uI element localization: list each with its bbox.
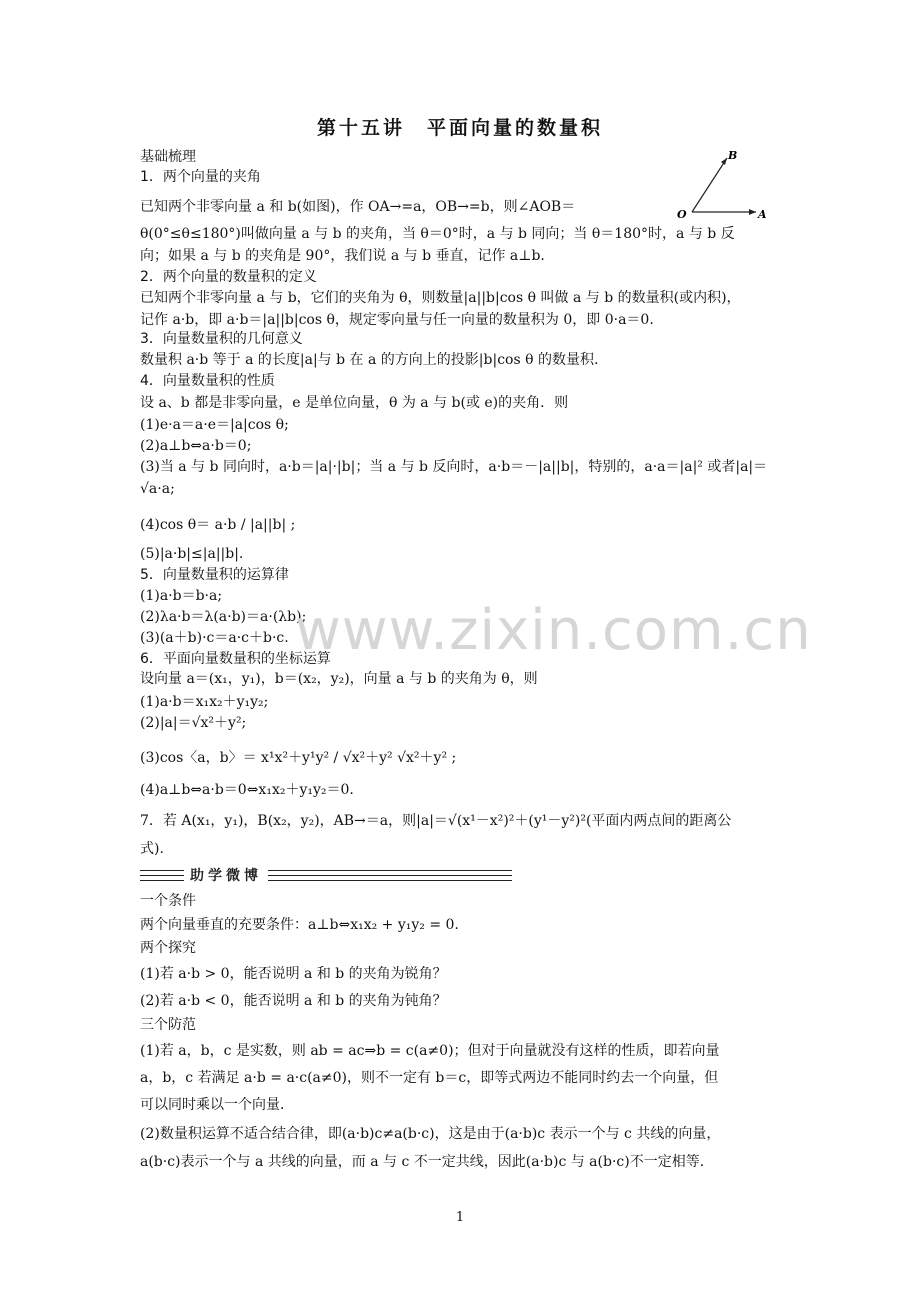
heading-two-inquiries: 两个探究 [140, 940, 196, 956]
figure-label-o: O [677, 208, 687, 221]
heading-basics: 基础梳理 [140, 149, 196, 165]
section-divider [140, 864, 512, 886]
text-line: (5)|a·b|≤|a||b|. [140, 546, 244, 562]
text-line: (4)cos θ＝ a·b / |a||b| ; [140, 517, 296, 533]
text-line: (2)数量积运算不适合结合律，即(a·b)c≠a(b·c)，这是由于(a·b)c 表示一个与 c 共线的向量， [140, 1126, 721, 1142]
text-line: θ(0°≤θ≤180°)叫做向量 a 与 b 的夹角，当 θ＝0°时，a 与 b 同向；当 θ＝180°时，a 与 b 反 [140, 226, 735, 242]
text-line: (1)a·b＝b·a; [140, 588, 223, 604]
text-line: (3)cos〈a，b〉＝ x¹x²＋y¹y² / √x²＋y² √x²＋y² ; [140, 750, 457, 766]
heading-laws: 5．向量数量积的运算律 [140, 567, 289, 583]
text-line: (1)e·a＝a·e＝|a|cos θ; [140, 417, 289, 433]
page-number: 1 [455, 1210, 465, 1225]
section-divider-label: 助学微博 [184, 865, 268, 885]
heading-properties: 4．向量数量积的性质 [140, 373, 275, 389]
text-line: (2)|a|＝√x²＋y²; [140, 715, 247, 731]
text-line: (1)a·b＝x₁x₂＋y₁y₂; [140, 694, 269, 710]
heading-definition: 2．两个向量的数量积的定义 [140, 269, 317, 285]
text-line: (1)若 a·b > 0，能否说明 a 和 b 的夹角为锐角？ [140, 966, 447, 982]
text-line: a(b·c)表示一个与 a 共线的向量，而 a 与 c 不一定共线，因此(a·b)c 与 a(b·c)不一定相等． [140, 1154, 714, 1170]
text-line: √a·a; [140, 481, 175, 497]
text-line: 已知两个非零向量 a 和 b(如图)，作 OA→=a，OB→=b，则∠AOB＝ [140, 199, 576, 215]
text-line: 数量积 a·b 等于 a 的长度|a|与 b 在 a 的方向上的投影|b|cos θ 的数量积. [140, 352, 599, 368]
text-line: 式). [140, 841, 164, 857]
figure-label-a: A [758, 208, 767, 221]
heading-coordinates: 6．平面向量数量积的坐标运算 [140, 651, 331, 667]
text-line: (2)a⊥b⇔a·b＝0; [140, 438, 252, 454]
page-title: 第十五讲 平面向量的数量积 [316, 117, 603, 139]
text-line: (1)若 a，b，c 是实数，则 ab = ac⇒b = c(a≠0)；但对于向量就没有这样的性质，即若向量 [140, 1043, 720, 1059]
text-line: a，b，c 若满足 a·b = a·c(a≠0)，则不一定有 b＝c，即等式两边不能同时约去一个向量，但 [140, 1070, 719, 1086]
watermark: www.zixin.com.cn [295, 598, 812, 663]
heading-angle: 1．两个向量的夹角 [140, 169, 261, 185]
text-line: 可以同时乘以一个向量． [140, 1097, 294, 1113]
text-line: 已知两个非零向量 a 与 b，它们的夹角为 θ，则数量|a||b|cos θ 叫做 a 与 b 的数量积(或内积)， [140, 290, 741, 306]
heading-three-precautions: 三个防范 [140, 1017, 196, 1033]
text-line: (3)(a＋b)·c＝a·c＋b·c. [140, 630, 289, 646]
text-line: (2)若 a·b < 0，能否说明 a 和 b 的夹角为钝角？ [140, 993, 447, 1009]
text-line: 向；如果 a 与 b 的夹角是 90°，我们说 a 与 b 垂直，记作 a⊥b. [140, 248, 545, 264]
text-line: 7．若 A(x₁，y₁)，B(x₂，y₂)，AB→＝a，则|a|＝√(x¹－x²)²＋(y¹－y²)²(平面内两点间的距离公 [140, 813, 732, 829]
text-line: 记作 a·b，即 a·b＝|a||b|cos θ，规定零向量与任一向量的数量积为 0，即 0·a＝0. [140, 312, 654, 328]
text-line: (3)当 a 与 b 同向时，a·b＝|a|·|b|；当 a 与 b 反向时，a·b＝－|a||b|，特别的，a·a＝|a|² 或者|a|＝ [140, 459, 768, 475]
text-line: (4)a⊥b⇔a·b＝0⇔x₁x₂＋y₁y₂＝0. [140, 782, 354, 798]
text-line: 两个向量垂直的充要条件：a⊥b⇔x₁x₂ + y₁y₂ = 0. [140, 917, 459, 933]
text-line: 设向量 a＝(x₁，y₁)，b＝(x₂，y₂)，向量 a 与 b 的夹角为 θ，则 [140, 671, 538, 687]
heading-geometry: 3．向量数量积的几何意义 [140, 331, 303, 347]
figure-label-b: B [728, 149, 738, 162]
heading-one-condition: 一个条件 [140, 893, 196, 909]
text-line: (2)λa·b＝λ(a·b)＝a·(λb); [140, 609, 307, 625]
text-line: 设 a、b 都是非零向量，e 是单位向量，θ 为 a 与 b(或 e)的夹角．则 [140, 395, 569, 411]
